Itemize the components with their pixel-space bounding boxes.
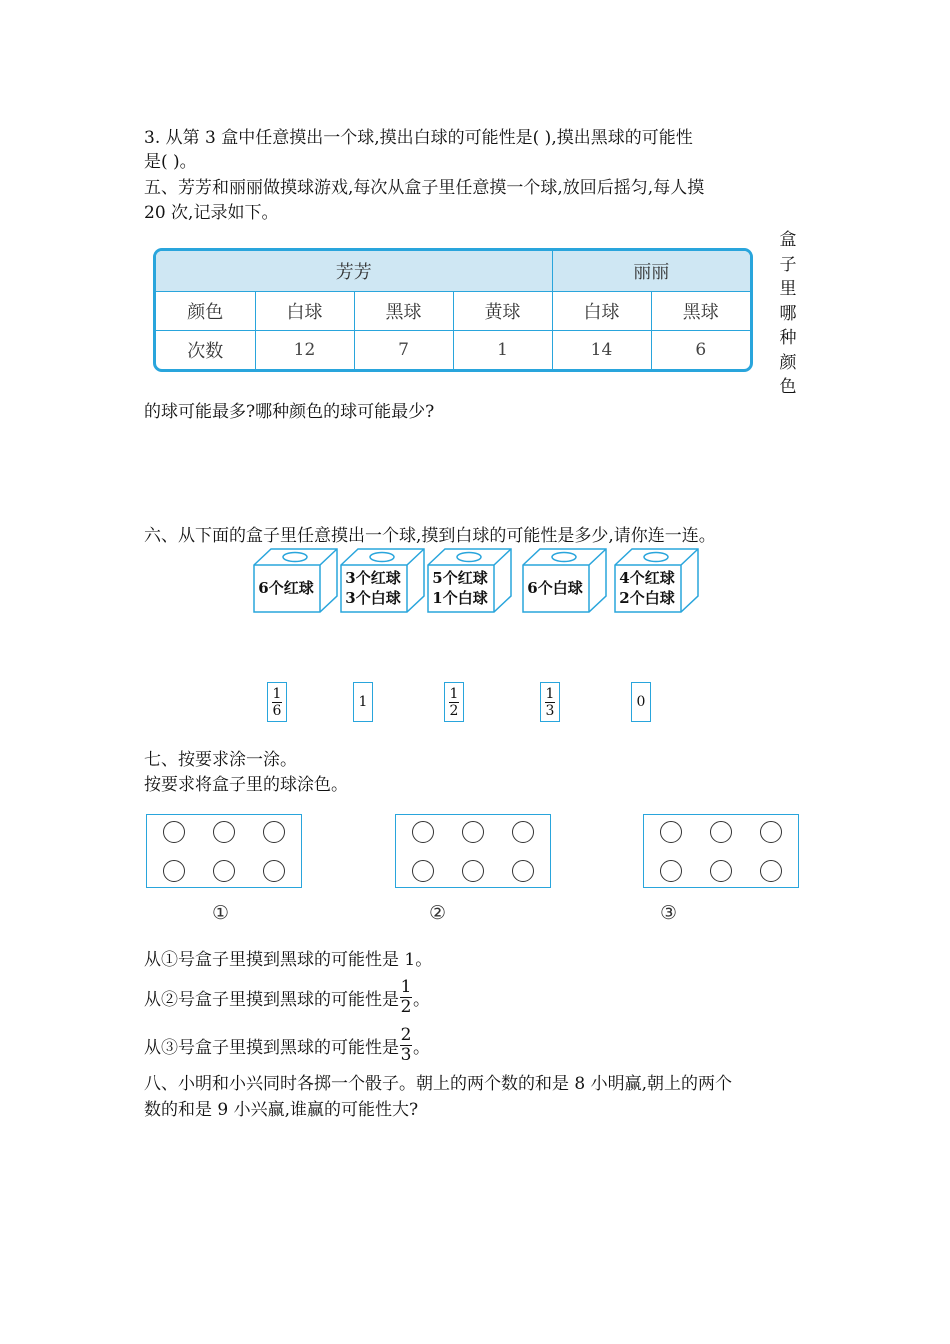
ball[interactable] <box>462 821 484 843</box>
probability-card-zero[interactable]: 0 <box>631 682 651 722</box>
row-label-count: 次数 <box>156 331 255 369</box>
color-box-3 <box>643 814 799 888</box>
q5-title-line2: 20 次,记录如下。 <box>144 203 279 223</box>
table-row <box>156 331 750 369</box>
ball[interactable] <box>263 821 285 843</box>
probability-card-one[interactable]: 1 <box>353 682 373 722</box>
box-label: 6个红球 <box>258 579 314 597</box>
table-cell: 白球 <box>552 292 651 331</box>
ball[interactable] <box>263 860 285 882</box>
box-number-1: ① <box>212 902 230 924</box>
ball-box-2 <box>340 548 426 618</box>
ball[interactable] <box>163 821 185 843</box>
ball[interactable] <box>660 860 682 882</box>
ball[interactable] <box>462 860 484 882</box>
ball-box-3 <box>427 548 513 618</box>
ball[interactable] <box>660 821 682 843</box>
table-cell: 黑球 <box>354 292 453 331</box>
ball-box-1 <box>253 548 339 618</box>
q3-line1: 3. 从第 3 盒中任意摸出一个球,摸出白球的可能性是( ),摸出黑球的可能性 <box>144 128 693 148</box>
ball-box-5 <box>614 548 700 618</box>
table-cell: 6 <box>651 331 750 369</box>
probability-card-one-sixth[interactable]: $\frac{1}{6}$ <box>267 682 287 722</box>
box-number-2: ② <box>429 902 447 924</box>
ball[interactable] <box>512 860 534 882</box>
box-label: 3个红球 3个白球 <box>345 569 401 607</box>
q7-title: 七、按要求涂一涂。 <box>144 750 297 770</box>
color-box-1 <box>146 814 302 888</box>
table-row <box>156 292 750 331</box>
color-box-2 <box>395 814 551 888</box>
ball[interactable] <box>710 821 732 843</box>
ball[interactable] <box>710 860 732 882</box>
box-label: 5个红球 1个白球 <box>432 569 488 607</box>
q8-line1: 八、小明和小兴同时各掷一个骰子。朝上的两个数的和是 8 小明赢,朝上的两个 <box>144 1074 733 1094</box>
q5-title-line1: 五、芳芳和丽丽做摸球游戏,每次从盒子里任意摸一个球,放回后摇匀,每人摸 <box>144 178 705 198</box>
ball[interactable] <box>412 821 434 843</box>
ball[interactable] <box>512 821 534 843</box>
ball-box-4 <box>522 548 608 618</box>
ball[interactable] <box>213 821 235 843</box>
table-cell: 黑球 <box>651 292 750 331</box>
box-label: 6个白球 <box>527 579 583 597</box>
box-label: 4个红球 2个白球 <box>619 569 675 607</box>
table-cell: 白球 <box>255 292 354 331</box>
q3-line2: 是( )。 <box>144 152 197 172</box>
q5-question: 的球可能最多?哪种颜色的球可能最少? <box>144 402 435 422</box>
row-label-color: 颜色 <box>156 292 255 331</box>
q7-statement-2: 从②号盒子里摸到黑球的可能性是 $\frac{1}{2}$ 。 <box>144 977 430 1017</box>
group-header-lili: 丽丽 <box>552 251 750 292</box>
q8-line2: 数的和是 9 小兴赢,谁赢的可能性大? <box>144 1100 419 1120</box>
ball[interactable] <box>412 860 434 882</box>
table-cell: 黄球 <box>453 292 552 331</box>
box-number-3: ③ <box>660 902 678 924</box>
vertical-question-text: 盒 子 里 哪 种 颜 色 <box>779 230 797 397</box>
q6-title: 六、从下面的盒子里任意摸出一个球,摸到白球的可能性是多少,请你连一连。 <box>144 526 716 546</box>
q7-statement-3: 从③号盒子里摸到黑球的可能性是 $\frac{2}{3}$ 。 <box>144 1025 430 1065</box>
ball[interactable] <box>760 821 782 843</box>
group-header-fangfang: 芳芳 <box>156 251 552 292</box>
table-cell: 7 <box>354 331 453 369</box>
record-table <box>153 248 753 372</box>
probability-card-one-third[interactable]: $\frac{1}{3}$ <box>540 682 560 722</box>
ball[interactable] <box>163 860 185 882</box>
probability-card-one-half[interactable]: $\frac{1}{2}$ <box>444 682 464 722</box>
ball[interactable] <box>213 860 235 882</box>
ball[interactable] <box>760 860 782 882</box>
table-cell: 14 <box>552 331 651 369</box>
q7-subtitle: 按要求将盒子里的球涂色。 <box>144 775 348 795</box>
table-cell: 12 <box>255 331 354 369</box>
q7-statement-1: 从①号盒子里摸到黑球的可能性是 1。 <box>144 950 433 970</box>
table-cell: 1 <box>453 331 552 369</box>
